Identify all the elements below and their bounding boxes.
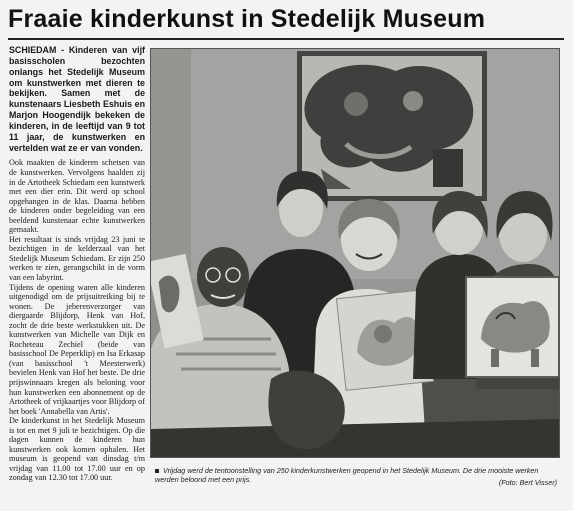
- article-lead: SCHIEDAM - Kinderen van vijf basisscholen bezochten onlangs het Stedelijk Museum om kunstwerken met dieren te bekijken. Samen met de kunstenaars Liesbeth Eshuis en Marjon Hoogendijk bekeken de kinderen, in de leeftijd van 9 tot 11 jaar, de kunstwerken en vertelden wat ze er van vonden.: [9, 45, 145, 153]
- photo-caption: [155, 466, 563, 490]
- headline-rule: [8, 38, 564, 40]
- caption-text: Vrijdag werd de tentoonstelling van 250 kinderkunstwerken geopend in het Stedelijk Museum. De drie mooiste werken werden beloond met een prijs.: [155, 466, 539, 485]
- headline: Fraaie kinderkunst in Stedelijk Museum: [8, 5, 486, 33]
- photo-credit: (Foto: Bert Visser): [498, 477, 557, 487]
- article-paragraph: Het resultaat is sinds vrijdag 23 juni te bezichtigen in de kelderzaal van het Stedelijk Museum Schiedam. Er zijn 250 werken te zien, gerangschikt in de vorm van een labyrint.: [9, 234, 145, 282]
- article-paragraph: De kinderkunst in het Stedelijk Museum is tot en met 9 juli te bezichtigen. Op die dagen kunnen de kinderen hun kunstwerken ook komen ophalen. Het museum is geopend van dinsdag t/m vrijdag van 11.00 tot 17.00 uur en op zondag van 12.30 tot 17.00 uur.: [9, 416, 145, 483]
- news-photo: [150, 48, 560, 458]
- article-paragraph: Ook maakten de kinderen schetsen van de kunstwerken. Vervolgens haalden zij in de Artotheek Schiedam een kunstwerk met een dier erin. Dit werd op school opgehangen in de klas. Daarna hebben de kinderen onder begeleiding van een beeldend kunstenaar echte kunstwerken gemaakt.: [9, 158, 145, 235]
- article-paragraph: Tijdens de opening waren alle kinderen uitgenodigd om de prijsuitreiking bij te wonen. De jeberenverzorger van diergaarde Blijdorp, Henk van Hof, zocht de drie beste werkstukken uit. De kunstwerken van Michelle van Dijk en Rocheteau Zechiel (beide van basisschool De Peperklip) en Isa Erkasap (van basisschool 't Meesterwerk) bevielen Henk van Hof het beste. De drie prijswinnaars kregen als beloning voor hun kunstwerken een abonnement op de Artotheek of vrijkaartjes voor Blijdorp of het boek 'Annabella van Artis'.: [9, 282, 145, 416]
- caption-bullet: [155, 469, 159, 473]
- article-column: [9, 45, 145, 491]
